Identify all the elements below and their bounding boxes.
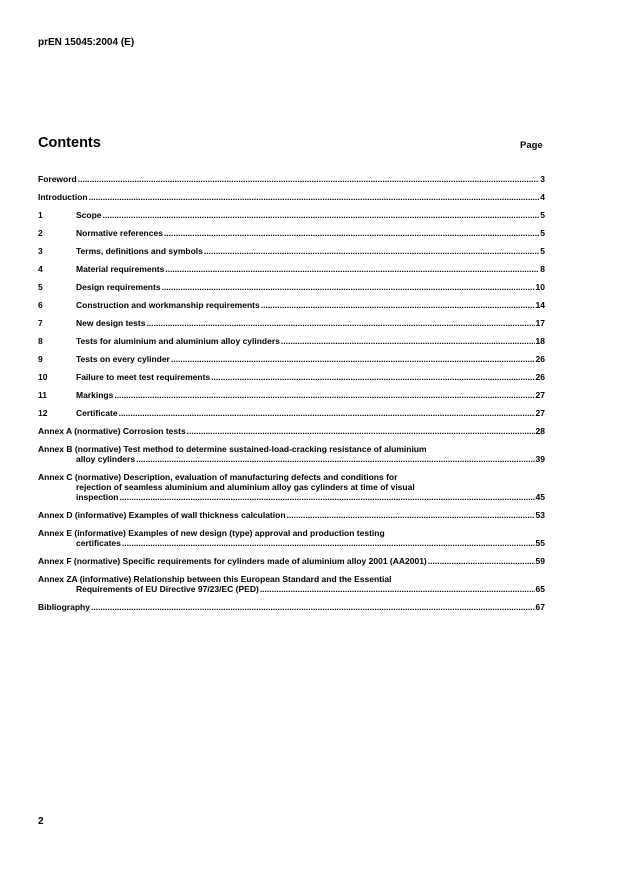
toc-entry-title: Annex D (informative) Examples of wall thickness calculation bbox=[38, 510, 286, 520]
toc-entry-title: Scope bbox=[76, 210, 102, 220]
toc-entry[interactable] bbox=[38, 444, 545, 464]
toc-entry[interactable] bbox=[38, 408, 545, 418]
dot-leader bbox=[146, 318, 534, 328]
toc-entry-page: 67 bbox=[535, 602, 545, 612]
toc-entry-page: 5 bbox=[540, 228, 545, 238]
toc-entry-page: 65 bbox=[535, 584, 545, 594]
table-of-contents bbox=[38, 174, 545, 620]
toc-entry-title-line: rejection of seamless aluminium and aluminium alloy gas cylinders at time of visual bbox=[76, 482, 415, 492]
toc-entry-number: 6 bbox=[38, 300, 43, 310]
toc-entry[interactable] bbox=[38, 372, 545, 382]
toc-entry[interactable] bbox=[38, 228, 545, 238]
toc-entry-number: 8 bbox=[38, 336, 43, 346]
toc-entry[interactable] bbox=[38, 336, 545, 346]
toc-entry-page: 26 bbox=[535, 372, 545, 382]
toc-entry-title: Failure to meet test requirements bbox=[76, 372, 211, 382]
toc-entry-page: 14 bbox=[535, 300, 545, 310]
toc-entry-page: 8 bbox=[540, 264, 545, 274]
toc-entry-title-line: Annex B (normative) Test method to determine sustained-load-cracking resistance of aluminium bbox=[38, 444, 427, 454]
toc-entry-number: 7 bbox=[38, 318, 43, 328]
toc-entry-page: 4 bbox=[540, 192, 545, 202]
toc-entry-number: 12 bbox=[38, 408, 48, 418]
toc-entry[interactable] bbox=[38, 192, 545, 202]
toc-entry-page: 18 bbox=[535, 336, 545, 346]
dot-leader bbox=[165, 264, 539, 274]
dot-leader bbox=[136, 454, 534, 464]
toc-entry-number: 10 bbox=[38, 372, 48, 382]
toc-entry-title: inspection bbox=[76, 492, 119, 502]
toc-entry-title: Markings bbox=[76, 390, 114, 400]
toc-entry[interactable] bbox=[38, 510, 545, 520]
toc-entry-page: 10 bbox=[535, 282, 545, 292]
dot-leader bbox=[120, 492, 535, 502]
dot-leader bbox=[122, 538, 535, 548]
toc-entry-number: 4 bbox=[38, 264, 43, 274]
toc-entry-title: Terms, definitions and symbols bbox=[76, 246, 203, 256]
contents-title: Contents bbox=[38, 135, 101, 151]
toc-entry-number: 11 bbox=[38, 390, 47, 400]
toc-entry-page: 39 bbox=[535, 454, 545, 464]
dot-leader bbox=[114, 390, 534, 400]
document-reference: prEN 15045:2004 (E) bbox=[38, 37, 135, 48]
toc-entry-title: alloy cylinders bbox=[76, 454, 136, 464]
toc-entry[interactable] bbox=[38, 528, 545, 548]
toc-entry-title: certificates bbox=[76, 538, 121, 548]
toc-entry-number: 2 bbox=[38, 228, 43, 238]
toc-entry[interactable] bbox=[38, 390, 545, 400]
toc-entry[interactable] bbox=[38, 282, 545, 292]
dot-leader bbox=[171, 354, 535, 364]
dot-leader bbox=[78, 174, 540, 184]
dot-leader bbox=[211, 372, 534, 382]
dot-leader bbox=[281, 336, 535, 346]
toc-entry-title: Design requirements bbox=[76, 282, 161, 292]
toc-entry[interactable] bbox=[38, 472, 545, 502]
toc-entry-page: 3 bbox=[540, 174, 545, 184]
toc-entry-number: 5 bbox=[38, 282, 43, 292]
toc-entry-title: Annex A (normative) Corrosion tests bbox=[38, 426, 186, 436]
toc-entry-title: Foreword bbox=[38, 174, 77, 184]
toc-entry-page: 26 bbox=[535, 354, 545, 364]
page-column-label: Page bbox=[520, 140, 543, 151]
dot-leader bbox=[91, 602, 535, 612]
toc-entry-number: 3 bbox=[38, 246, 43, 256]
toc-entry-title: Tests for aluminium and aluminium alloy cylinders bbox=[76, 336, 280, 346]
toc-entry-page: 5 bbox=[540, 246, 545, 256]
toc-entry-page: 5 bbox=[540, 210, 545, 220]
toc-entry[interactable] bbox=[38, 556, 545, 566]
toc-entry-title: New design tests bbox=[76, 318, 146, 328]
toc-entry-page: 27 bbox=[535, 390, 545, 400]
toc-entry-title: Tests on every cylinder bbox=[76, 354, 170, 364]
dot-leader bbox=[187, 426, 535, 436]
toc-entry[interactable] bbox=[38, 300, 545, 310]
dot-leader bbox=[428, 556, 535, 566]
toc-entry[interactable] bbox=[38, 264, 545, 274]
dot-leader bbox=[119, 408, 535, 418]
dot-leader bbox=[164, 228, 539, 238]
toc-entry-title-line: Annex E (informative) Examples of new design (type) approval and production testing bbox=[38, 528, 385, 538]
toc-entry[interactable] bbox=[38, 602, 545, 612]
toc-entry-page: 53 bbox=[535, 510, 545, 520]
toc-entry-page: 45 bbox=[535, 492, 545, 502]
toc-entry-number: 9 bbox=[38, 354, 43, 364]
page-number: 2 bbox=[38, 816, 44, 827]
toc-entry-title: Bibliography bbox=[38, 602, 90, 612]
toc-entry[interactable] bbox=[38, 174, 545, 184]
toc-entry[interactable] bbox=[38, 246, 545, 256]
toc-entry-page: 17 bbox=[535, 318, 545, 328]
dot-leader bbox=[103, 210, 540, 220]
toc-entry[interactable] bbox=[38, 354, 545, 364]
dot-leader bbox=[89, 192, 540, 202]
toc-entry-title-line: Annex ZA (informative) Relationship between this European Standard and the Essential bbox=[38, 574, 392, 584]
toc-entry-page: 59 bbox=[535, 556, 545, 566]
toc-entry-title: Certificate bbox=[76, 408, 118, 418]
toc-entry-title: Normative references bbox=[76, 228, 163, 238]
toc-entry[interactable] bbox=[38, 210, 545, 220]
toc-entry-title: Introduction bbox=[38, 192, 88, 202]
dot-leader bbox=[162, 282, 535, 292]
toc-entry-page: 28 bbox=[535, 426, 545, 436]
dot-leader bbox=[204, 246, 539, 256]
toc-entry[interactable] bbox=[38, 318, 545, 328]
toc-entry-page: 55 bbox=[535, 538, 545, 548]
toc-entry[interactable] bbox=[38, 574, 545, 594]
toc-entry-page: 27 bbox=[535, 408, 545, 418]
toc-entry-title: Construction and workmanship requirements bbox=[76, 300, 260, 310]
dot-leader bbox=[287, 510, 535, 520]
dot-leader bbox=[260, 584, 535, 594]
toc-entry-title-line: Annex C (normative) Description, evaluation of manufacturing defects and conditions for bbox=[38, 472, 398, 482]
dot-leader bbox=[261, 300, 535, 310]
toc-entry-title: Annex F (normative) Specific requirements for cylinders made of aluminium alloy 2001 (AA2001) bbox=[38, 556, 427, 566]
toc-entry-title: Material requirements bbox=[76, 264, 165, 274]
toc-entry[interactable] bbox=[38, 426, 545, 436]
toc-entry-title: Requirements of EU Directive 97/23/EC (PED) bbox=[76, 584, 259, 594]
toc-entry-number: 1 bbox=[38, 210, 43, 220]
